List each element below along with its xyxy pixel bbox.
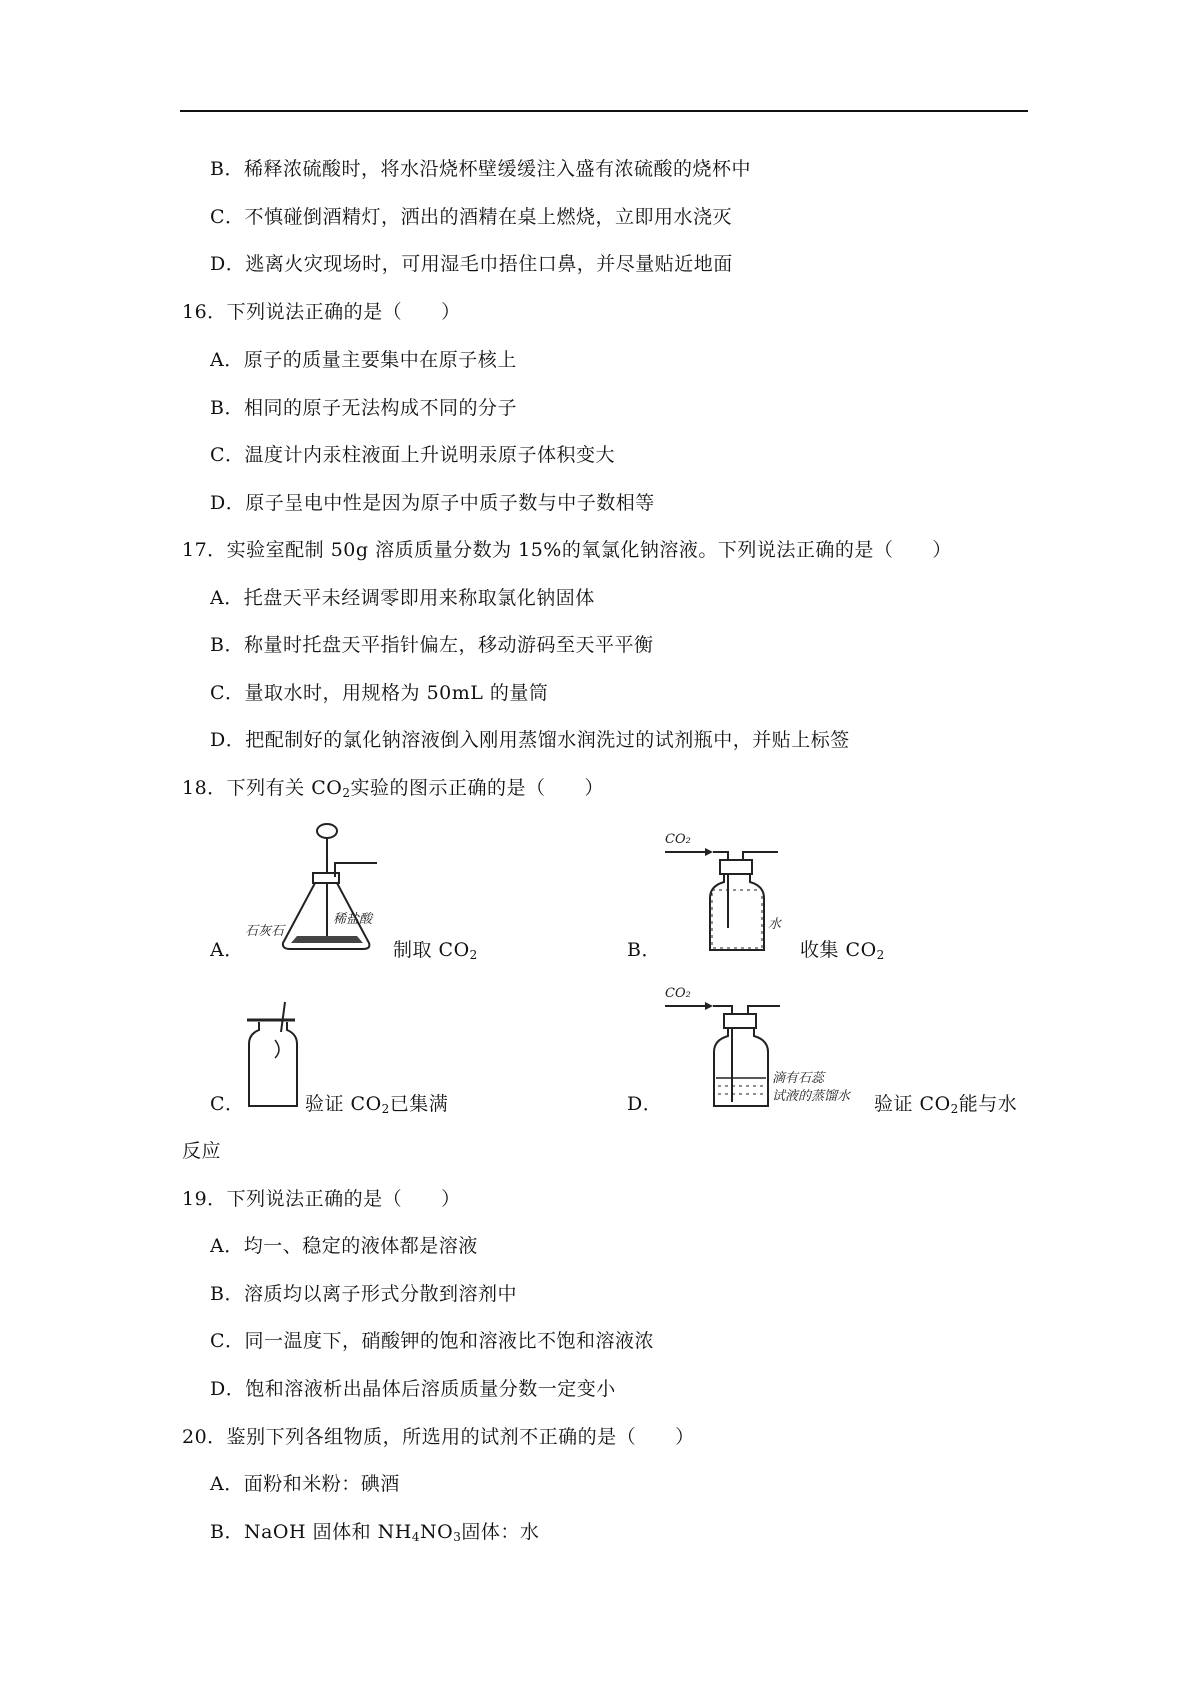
gas-arrowhead <box>705 848 713 856</box>
q18-c-figure <box>245 1000 305 1110</box>
q18-d-caption <box>874 1092 1017 1116</box>
q20-option-a: A．面粉和米粉：碘酒 <box>210 1473 400 1495</box>
label-litmus-2: 试液的蒸馏水 <box>772 1089 851 1104</box>
q16-option-a: A．原子的质量主要集中在原子核上 <box>210 349 517 371</box>
q15-option-c: C．不慎碰倒酒精灯，洒出的酒精在桌上燃烧，立即用水浇灭 <box>210 206 733 228</box>
q18-stem-post: 实验的图示正确的是（ ） <box>350 777 604 799</box>
q18-d-caption-pre: 验证 CO <box>874 1093 951 1115</box>
q18-d-caption-post: 能与水 <box>958 1093 1018 1115</box>
delivery-tube <box>335 863 377 877</box>
q15-option-b: B．稀释浓硫酸时，将水沿烧杯壁缓缓注入盛有浓硫酸的烧杯中 <box>210 158 751 180</box>
q18-a-figure <box>245 815 380 960</box>
q18-b-letter: B． <box>627 939 661 961</box>
q18-a-letter: A． <box>210 939 244 961</box>
stopper <box>720 860 752 874</box>
q18-d-caption-sub: 2 <box>950 1102 959 1116</box>
q18-a-caption-sub: 2 <box>469 948 478 962</box>
q18-b-figure <box>660 828 800 960</box>
label-water: 水 <box>768 917 782 932</box>
q18-c-caption-pre: 验证 CO <box>305 1093 382 1115</box>
q18-stem-pre: 18．下列有关 CO <box>182 777 343 799</box>
q19-option-b: B．溶质均以离子形式分散到溶剂中 <box>210 1283 517 1305</box>
q16-option-b: B．相同的原子无法构成不同的分子 <box>210 397 517 419</box>
q16-option-d: D．原子呈电中性是因为原子中质子数与中子数相等 <box>210 492 655 514</box>
q18-c-caption-sub: 2 <box>381 1102 390 1116</box>
bottle <box>710 874 764 950</box>
q20-option-b-post: 固体：水 <box>461 1521 540 1543</box>
q18-d-figure <box>660 982 880 1112</box>
q20-option-b-sub1: 4 <box>411 1530 420 1544</box>
label-litmus-1: 滴有石蕊 <box>772 1071 825 1086</box>
q19-option-d: D．饱和溶液析出晶体后溶质质量分数一定变小 <box>210 1378 616 1400</box>
q17-option-a: A．托盘天平未经调零即用来称取氯化钠固体 <box>210 587 595 609</box>
q18-stem-sub: 2 <box>342 786 351 800</box>
q20-stem: 20．鉴别下列各组物质，所选用的试剂不正确的是（ ） <box>182 1426 695 1448</box>
header-rule <box>180 110 1028 112</box>
q17-stem: 17．实验室配制 50g 溶质质量分数为 15%的氧氯化钠溶液。下列说法正确的是（ ） <box>182 539 952 561</box>
label-limestone: 石灰石 <box>245 924 285 939</box>
q19-option-a: A．均一、稳定的液体都是溶液 <box>210 1235 478 1257</box>
label-co2-gas: CO₂ <box>665 986 691 1001</box>
q17-option-c: C．量取水时，用规格为 50mL 的量筒 <box>210 682 549 704</box>
q18-b-caption-pre: 收集 CO <box>800 939 877 961</box>
wooden-splint <box>281 1002 285 1032</box>
q18-c-caption-post: 已集满 <box>389 1093 449 1115</box>
q19-stem: 19．下列说法正确的是（ ） <box>182 1188 461 1210</box>
label-hydrochloric-acid: 稀盐酸 <box>333 912 373 927</box>
q20-option-b-sub2: 3 <box>453 1530 462 1544</box>
flame <box>275 1040 279 1058</box>
q15-option-d: D．逃离火灾现场时，可用湿毛巾捂住口鼻，并尽量贴近地面 <box>210 253 733 275</box>
gas-bottle <box>249 1022 297 1106</box>
q18-stem <box>182 776 604 800</box>
q18-b-caption <box>800 938 885 962</box>
q20-option-b <box>210 1520 539 1544</box>
q16-option-c: C．温度计内汞柱液面上升说明汞原子体积变大 <box>210 444 616 466</box>
q20-option-b-pre: B．NaOH 固体和 NH <box>210 1521 412 1543</box>
funnel-bulb <box>317 824 337 838</box>
water-fill <box>712 890 762 948</box>
q18-c-caption <box>305 1092 448 1116</box>
liquid-fill <box>718 1086 764 1094</box>
label-co2-gas: CO₂ <box>665 832 691 847</box>
gas-arrowhead <box>705 1002 713 1010</box>
q17-option-b: B．称量时托盘天平指针偏左，移动游码至天平平衡 <box>210 634 654 656</box>
q18-c-letter: C． <box>210 1093 245 1115</box>
q18-a-caption-pre: 制取 CO <box>393 939 470 961</box>
q19-option-c: C．同一温度下，硝酸钾的饱和溶液比不饱和溶液浓 <box>210 1330 655 1352</box>
q18-a-caption <box>393 938 478 962</box>
limestone <box>291 936 363 943</box>
q18-caption-wrap: 反应 <box>182 1140 222 1162</box>
q18-b-caption-sub: 2 <box>876 948 885 962</box>
q20-option-b-mid: NO <box>419 1521 454 1543</box>
q16-stem: 16．下列说法正确的是（ ） <box>182 301 461 323</box>
q18-d-letter: D． <box>627 1093 663 1115</box>
q17-option-d: D．把配制好的氯化钠溶液倒入刚用蒸馏水润洗过的试剂瓶中，并贴上标签 <box>210 729 850 751</box>
stopper <box>724 1014 756 1028</box>
